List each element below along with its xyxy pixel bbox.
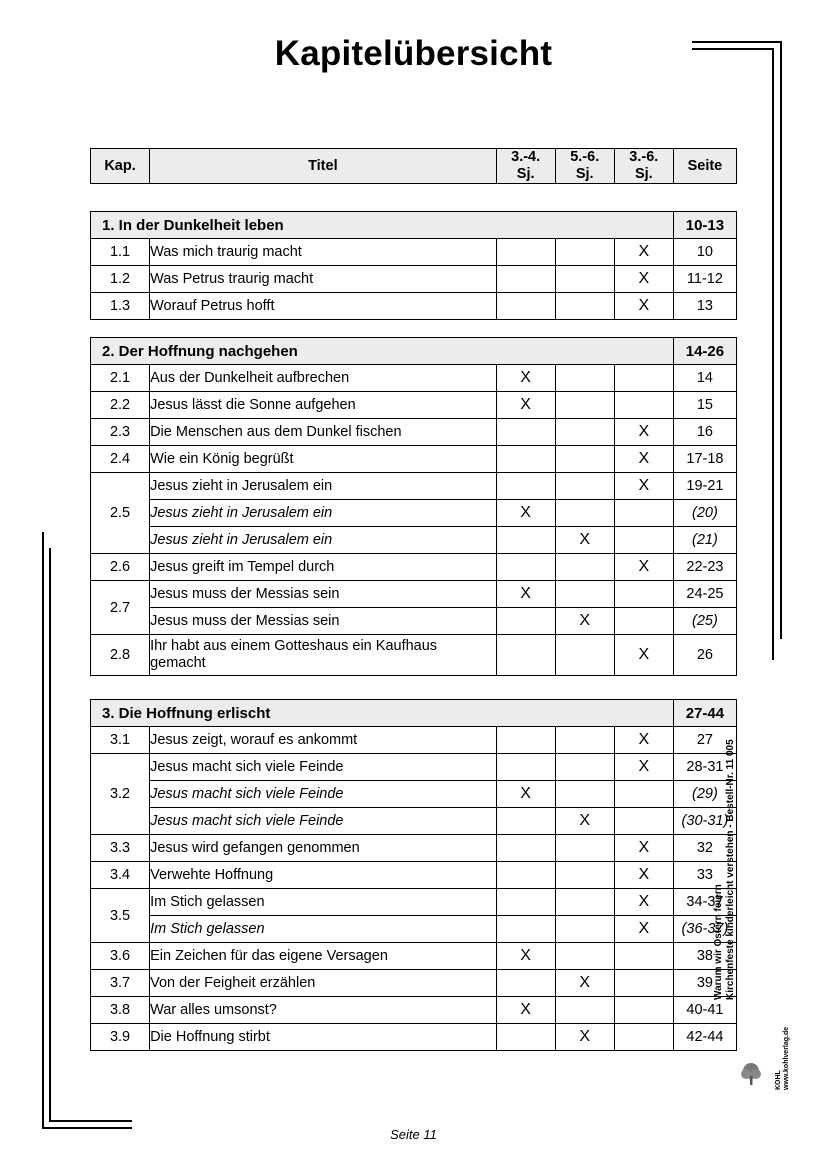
- grade-mark-cell: X: [614, 727, 673, 754]
- table-row: [91, 500, 737, 527]
- grade-mark-cell: [555, 500, 614, 527]
- header-seite: Seite: [673, 149, 736, 184]
- table-row: [91, 635, 737, 676]
- grade-mark-cell: X: [614, 473, 673, 500]
- page-range: (25): [673, 608, 736, 635]
- tree-logo-icon: [740, 1062, 762, 1086]
- grade-mark-cell: [555, 862, 614, 889]
- table-row: [91, 997, 737, 1024]
- grade-mark-cell: X: [496, 500, 555, 527]
- chapter-number: 2.1: [91, 365, 150, 392]
- chapter-number: 1.2: [91, 266, 150, 293]
- header-grade-3-4: 3.-4. Sj.: [496, 149, 555, 184]
- chapter-title: Die Hoffnung stirbt: [150, 1024, 497, 1051]
- chapter-number: 3.4: [91, 862, 150, 889]
- page-range: 15: [673, 392, 736, 419]
- frame-top-right-h2: [692, 48, 774, 50]
- grade-mark-cell: X: [614, 239, 673, 266]
- chapter-title: Jesus zieht in Jerusalem ein: [150, 500, 497, 527]
- frame-top-right-v2: [772, 48, 774, 660]
- chapter-title: Worauf Petrus hofft: [150, 293, 497, 320]
- grade-mark-cell: X: [555, 1024, 614, 1051]
- chapter-title: Verwehte Hoffnung: [150, 862, 497, 889]
- publisher-logo-text: [775, 1026, 795, 1090]
- chapter-number: 1.3: [91, 293, 150, 320]
- chapter-title: War alles umsonst?: [150, 997, 497, 1024]
- chapter-title: Aus der Dunkelheit aufbrechen: [150, 365, 497, 392]
- grade-mark-cell: [555, 916, 614, 943]
- page-range: 17-18: [673, 446, 736, 473]
- header-row: [91, 149, 737, 184]
- page-range: 13: [673, 293, 736, 320]
- grade-mark-cell: X: [555, 608, 614, 635]
- chapter-number: 3.9: [91, 1024, 150, 1051]
- grade-mark-cell: [555, 473, 614, 500]
- chapter-title: Jesus wird gefangen genommen: [150, 835, 497, 862]
- grade-mark-cell: [496, 862, 555, 889]
- table-row: [91, 754, 737, 781]
- page-footer: Seite 11: [390, 1127, 437, 1142]
- header-grade-3-6: 3.-6. Sj.: [614, 149, 673, 184]
- grade-mark-cell: [614, 943, 673, 970]
- grade-mark-cell: X: [496, 392, 555, 419]
- page-range: 11-12: [673, 266, 736, 293]
- grade-mark-cell: [496, 916, 555, 943]
- grade-mark-cell: [496, 754, 555, 781]
- side-series-order: Kirchenfeste kinderleicht verstehen - Bestell-Nr. 11 005: [725, 739, 736, 1000]
- grade-mark-cell: [496, 473, 555, 500]
- page-range: 26: [673, 635, 736, 676]
- grade-mark-cell: X: [555, 970, 614, 997]
- section-table: [90, 699, 737, 1051]
- grade-mark-cell: [496, 808, 555, 835]
- grade-mark-cell: [614, 608, 673, 635]
- chapter-title: Jesus muss der Messias sein: [150, 608, 497, 635]
- chapter-number: 3.1: [91, 727, 150, 754]
- grade-mark-cell: [614, 500, 673, 527]
- table-row: [91, 365, 737, 392]
- table-row: [91, 889, 737, 916]
- chapter-number: 3.7: [91, 970, 150, 997]
- grade-mark-cell: [614, 781, 673, 808]
- chapter-title: Jesus greift im Tempel durch: [150, 554, 497, 581]
- table-row: [91, 781, 737, 808]
- grade-mark-cell: [555, 266, 614, 293]
- chapter-number: 2.6: [91, 554, 150, 581]
- chapter-number: 3.8: [91, 997, 150, 1024]
- grade-mark-cell: [555, 554, 614, 581]
- table-row: [91, 943, 737, 970]
- grade-mark-cell: X: [496, 581, 555, 608]
- chapter-title: Was mich traurig macht: [150, 239, 497, 266]
- frame-bottom-left-h2: [49, 1120, 132, 1122]
- chapter-number: 2.3: [91, 419, 150, 446]
- chapter-title: Jesus macht sich viele Feinde: [150, 808, 497, 835]
- grade-mark-cell: [496, 608, 555, 635]
- grade-mark-cell: X: [555, 527, 614, 554]
- grade-mark-cell: [496, 293, 555, 320]
- grade-mark-cell: [614, 581, 673, 608]
- page-range: 34-37: [673, 889, 736, 916]
- grade-mark-cell: [555, 581, 614, 608]
- section-table: [90, 337, 737, 676]
- chapter-title: Ihr habt aus einem Gotteshaus ein Kaufhaus gemacht: [150, 635, 497, 676]
- page-range: 38: [673, 943, 736, 970]
- grade-mark-cell: [496, 1024, 555, 1051]
- chapter-title: Im Stich gelassen: [150, 889, 497, 916]
- table-row: [91, 554, 737, 581]
- grade-mark-cell: X: [614, 554, 673, 581]
- chapter-title: Jesus lässt die Sonne aufgehen: [150, 392, 497, 419]
- grade-mark-cell: X: [496, 781, 555, 808]
- page-range: (36-37): [673, 916, 736, 943]
- page-range: 39: [673, 970, 736, 997]
- chapter-number: 2.5: [91, 473, 150, 554]
- section-title: 1. In der Dunkelheit leben: [91, 212, 674, 239]
- grade-mark-cell: [496, 635, 555, 676]
- chapter-number: 3.3: [91, 835, 150, 862]
- page-range: 33: [673, 862, 736, 889]
- side-book-title: Warum wir Ostern feiern: [713, 884, 724, 1000]
- chapter-title: Jesus macht sich viele Feinde: [150, 754, 497, 781]
- grade-mark-cell: [555, 239, 614, 266]
- publisher-name: KOHL: [775, 1070, 782, 1090]
- side-publisher-info: [713, 700, 773, 1000]
- grade-mark-cell: X: [496, 943, 555, 970]
- grade-mark-cell: [555, 889, 614, 916]
- grade-mark-cell: X: [614, 754, 673, 781]
- chapter-title: Von der Feigheit erzählen: [150, 970, 497, 997]
- page-range: (29): [673, 781, 736, 808]
- chapter-number: 1.1: [91, 239, 150, 266]
- table-row: [91, 527, 737, 554]
- grade-mark-cell: X: [614, 889, 673, 916]
- grade-mark-cell: [555, 781, 614, 808]
- section-pages: 14-26: [673, 338, 736, 365]
- grade-mark-cell: [555, 754, 614, 781]
- section-title: 3. Die Hoffnung erlischt: [91, 700, 674, 727]
- section-pages: 10-13: [673, 212, 736, 239]
- frame-top-right-h1: [692, 41, 782, 43]
- table-row: [91, 808, 737, 835]
- grade-mark-cell: [496, 835, 555, 862]
- page-range: 27: [673, 727, 736, 754]
- grade-mark-cell: X: [555, 808, 614, 835]
- table-row: [91, 293, 737, 320]
- header-grade-5-6: 5.-6. Sj.: [555, 149, 614, 184]
- toc-header-table: [90, 148, 737, 184]
- chapter-title: Jesus zeigt, worauf es ankommt: [150, 727, 497, 754]
- page-range: 14: [673, 365, 736, 392]
- publisher-url: www.kohlverlag.de: [783, 1026, 790, 1090]
- section-header-row: [91, 338, 737, 365]
- chapter-title: Was Petrus traurig macht: [150, 266, 497, 293]
- table-row: [91, 473, 737, 500]
- grade-mark-cell: [555, 943, 614, 970]
- grade-mark-cell: [614, 392, 673, 419]
- page-range: 32: [673, 835, 736, 862]
- grade-mark-cell: X: [496, 997, 555, 1024]
- page-range: 40-41: [673, 997, 736, 1024]
- frame-bottom-left-v2: [49, 548, 51, 1122]
- grade-mark-cell: [614, 997, 673, 1024]
- chapter-number: 2.7: [91, 581, 150, 635]
- grade-mark-cell: [496, 527, 555, 554]
- chapter-title: Jesus muss der Messias sein: [150, 581, 497, 608]
- grade-mark-cell: X: [614, 835, 673, 862]
- grade-mark-cell: [555, 446, 614, 473]
- grade-mark-cell: X: [614, 862, 673, 889]
- chapter-title: Jesus zieht in Jerusalem ein: [150, 527, 497, 554]
- grade-mark-cell: [555, 365, 614, 392]
- chapter-title: Wie ein König begrüßt: [150, 446, 497, 473]
- chapter-number: 2.2: [91, 392, 150, 419]
- table-row: [91, 727, 737, 754]
- grade-mark-cell: X: [614, 293, 673, 320]
- grade-mark-cell: X: [614, 916, 673, 943]
- page-range: 10: [673, 239, 736, 266]
- page-range: 42-44: [673, 1024, 736, 1051]
- frame-top-right-v1: [780, 41, 782, 639]
- table-row: [91, 970, 737, 997]
- grade-mark-cell: [614, 1024, 673, 1051]
- chapter-number: 3.5: [91, 889, 150, 943]
- section-pages: 27-44: [673, 700, 736, 727]
- table-row: [91, 266, 737, 293]
- chapter-title: Ein Zeichen für das eigene Versagen: [150, 943, 497, 970]
- section-table: [90, 211, 737, 320]
- grade-mark-cell: [496, 446, 555, 473]
- grade-mark-cell: [555, 392, 614, 419]
- grade-mark-cell: [555, 293, 614, 320]
- chapter-title: Jesus macht sich viele Feinde: [150, 781, 497, 808]
- chapter-number: 3.6: [91, 943, 150, 970]
- grade-mark-cell: [496, 970, 555, 997]
- page-range: (21): [673, 527, 736, 554]
- grade-mark-cell: [555, 419, 614, 446]
- table-row: [91, 1024, 737, 1051]
- grade-mark-cell: X: [614, 266, 673, 293]
- chapter-number: 3.2: [91, 754, 150, 835]
- header-titel: Titel: [150, 149, 497, 184]
- grade-mark-cell: [555, 997, 614, 1024]
- chapter-number: 2.8: [91, 635, 150, 676]
- grade-mark-cell: [496, 727, 555, 754]
- page-range: 24-25: [673, 581, 736, 608]
- section-header-row: [91, 700, 737, 727]
- table-row: [91, 862, 737, 889]
- page-range: 16: [673, 419, 736, 446]
- grade-mark-cell: X: [614, 446, 673, 473]
- table-row: [91, 608, 737, 635]
- table-row: [91, 392, 737, 419]
- header-kap: Kap.: [91, 149, 150, 184]
- table-row: [91, 419, 737, 446]
- grade-mark-cell: [496, 266, 555, 293]
- page-title: Kapitelübersicht: [274, 34, 553, 73]
- chapter-title: Jesus zieht in Jerusalem ein: [150, 473, 497, 500]
- grade-mark-cell: [496, 554, 555, 581]
- grade-mark-cell: [614, 808, 673, 835]
- chapter-title: Die Menschen aus dem Dunkel fischen: [150, 419, 497, 446]
- grade-mark-cell: [496, 239, 555, 266]
- grade-mark-cell: [614, 527, 673, 554]
- page-range: (30-31): [673, 808, 736, 835]
- table-row: [91, 581, 737, 608]
- grade-mark-cell: [555, 635, 614, 676]
- grade-mark-cell: [555, 835, 614, 862]
- frame-bottom-left-v1: [42, 532, 44, 1129]
- grade-mark-cell: [614, 365, 673, 392]
- page-range: 22-23: [673, 554, 736, 581]
- grade-mark-cell: X: [614, 419, 673, 446]
- grade-mark-cell: X: [614, 635, 673, 676]
- page-range: 19-21: [673, 473, 736, 500]
- chapter-number: 2.4: [91, 446, 150, 473]
- table-row: [91, 446, 737, 473]
- table-row: [91, 916, 737, 943]
- grade-mark-cell: [614, 970, 673, 997]
- section-header-row: [91, 212, 737, 239]
- section-title: 2. Der Hoffnung nachgehen: [91, 338, 674, 365]
- page-range: 28-31: [673, 754, 736, 781]
- grade-mark-cell: X: [496, 365, 555, 392]
- grade-mark-cell: [496, 889, 555, 916]
- page-range: (20): [673, 500, 736, 527]
- table-row: [91, 239, 737, 266]
- grade-mark-cell: [555, 727, 614, 754]
- chapter-title: Im Stich gelassen: [150, 916, 497, 943]
- table-row: [91, 835, 737, 862]
- grade-mark-cell: [496, 419, 555, 446]
